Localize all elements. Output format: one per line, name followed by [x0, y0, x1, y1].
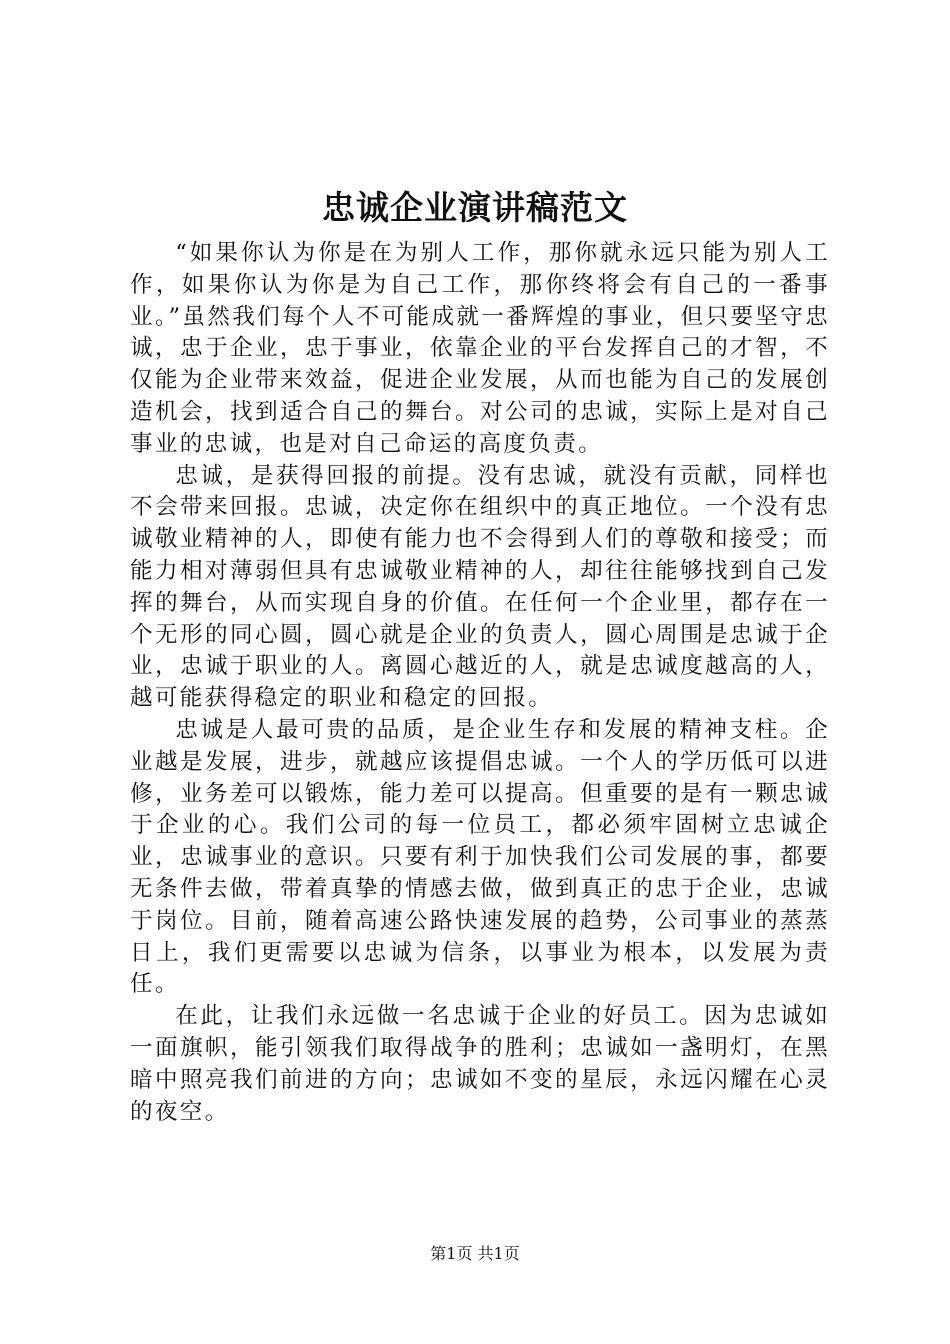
document-title: 忠诚企业演讲稿范文	[322, 188, 628, 227]
page-footer: 第1页 共1页	[430, 1244, 520, 1263]
paragraph-3: 忠诚是人最可贵的品质，是企业生存和发展的精神支柱。企业越是发展，进步，就越应该提倡忠诚。一个人的学历低可以进修，业务差可以锻炼，能力差可以提高。但重要的是有一颗忠诚于企业的心。我们公司的每一位员工，都必须牢固树立忠诚企业，忠诚事业的意识。只要有利于加快我们公司发展的事，都要无条件去做，带着真挚的情感去做，做到真正的忠于企业，忠诚于岗位。目前，随着高速公路快速发展的趋势，公司事业的蒸蒸日上，我们更需要以忠诚为信条，以事业为根本，以发展为责任。	[130, 716, 830, 998]
paragraph-4: 在此，让我们永远做一名忠诚于企业的好员工。因为忠诚如一面旗帜，能引领我们取得战争的胜利；忠诚如一盏明灯，在黑暗中照亮我们前进的方向；忠诚如不变的星辰，永远闪耀在心灵的夜空。	[130, 1003, 830, 1125]
paragraph-2: 忠诚，是获得回报的前提。没有忠诚，就没有贡献，同样也不会带来回报。忠诚，决定你在组织中的真正地位。一个没有忠诚敬业精神的人，即使有能力也不会得到人们的尊敬和接受；而能力相对薄弱但具有忠诚敬业精神的人，却往往能够找到自己发挥的舞台，从而实现自身的价值。在任何一个企业里，都存在一个无形的同心圆，圆心就是企业的负责人，圆心周围是忠诚于企业，忠诚于职业的人。离圆心越近的人，就是忠诚度越高的人，越可能获得稳定的职业和稳定的回报。	[130, 462, 830, 712]
document-body	[130, 238, 830, 1128]
paragraph-1: “如果你认为你是在为别人工作，那你就永远只能为别人工作，如果你认为你是为自己工作，那你终将会有自己的一番事业。”虽然我们每个人不可能成就一番辉煌的事业，但只要坚守忠诚，忠于企业，忠于事业，依靠企业的平台发挥自己的才智，不仅能为企业带来效益，促进企业发展，从而也能为自己的发展创造机会，找到适合自己的舞台。对公司的忠诚，实际上是对自己事业的忠诚，也是对自己命运的高度负责。	[130, 240, 830, 457]
